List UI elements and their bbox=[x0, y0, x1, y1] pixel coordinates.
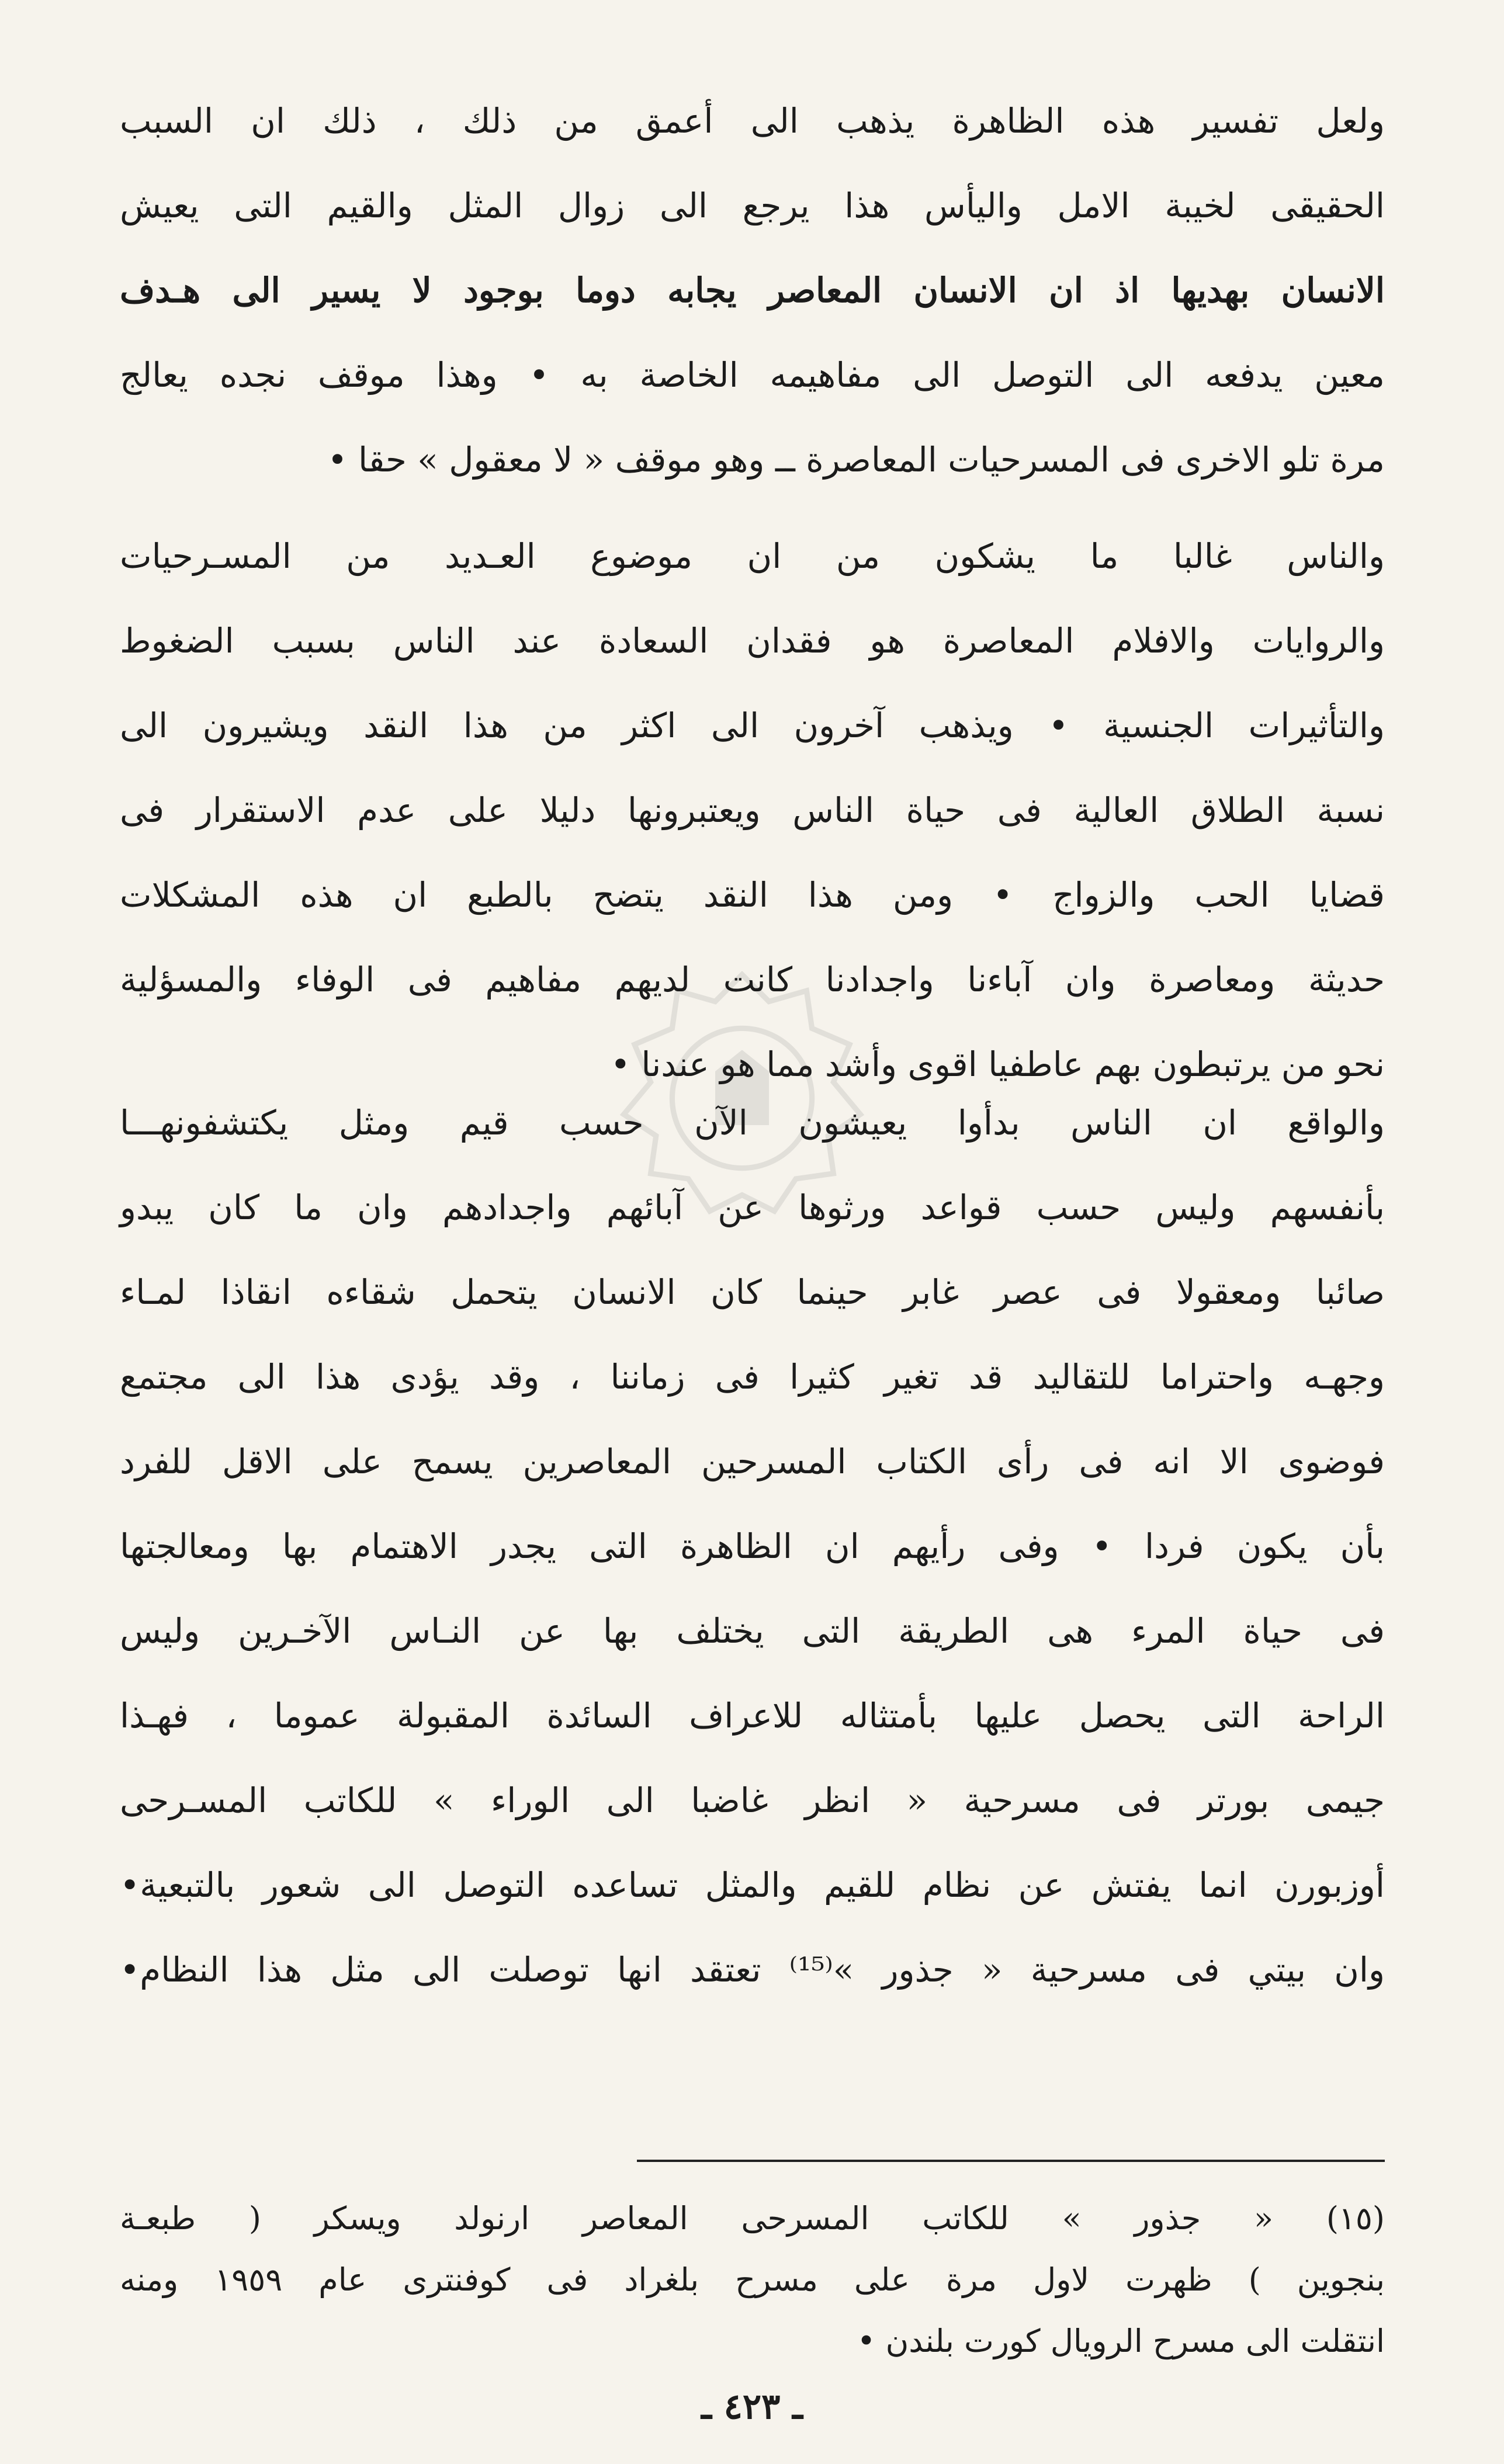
text-line: وان بيتي فى مسرحية « جذور »⁽¹⁵⁾ تعتقد انها توصلت الى مثل هذا النظام• bbox=[120, 1950, 1385, 1990]
text-line: نحو من يرتبطون بهم عاطفيا اقوى وأشد مما هو عندنا • bbox=[610, 1044, 1385, 1084]
text-line: والواقع ان الناس بدأوا يعيشون الآن حسب قيم ومثل يكتشفونهـــا bbox=[120, 1103, 1385, 1143]
text-line: الانسان بهديها اذ ان الانسان المعاصر يجابه دوما بوجود لا يسير الى هـدف bbox=[120, 270, 1385, 310]
text-line: حديثة ومعاصرة وان آباءنا واجدادنا كانت لديهم مفاهيم فى الوفاء والمسؤلية bbox=[120, 960, 1385, 1000]
text-line: الحقيقى لخيبة الامل واليأس هذا يرجع الى زوال المثل والقيم التى يعيش bbox=[120, 186, 1385, 225]
text-line: ولعل تفسير هذه الظاهرة يذهب الى أعمق من ذلك ، ذلك ان السبب bbox=[120, 101, 1385, 141]
paragraph-1 bbox=[120, 79, 1385, 502]
text-line: وجهـه واحتراما للتقاليد قد تغير كثيرا فى زماننا ، وقد يؤدى هذا الى مجتمع bbox=[120, 1357, 1385, 1397]
paragraph-3 bbox=[120, 1081, 1385, 2012]
text-line: بأنفسهم وليس حسب قواعد ورثوها عن آبائهم واجدادهم وان ما كان يبدو bbox=[120, 1188, 1385, 1227]
footnote-line: انتقلت الى مسرح الرويال كورت بلندن • bbox=[857, 2323, 1385, 2359]
text-line: صائبا ومعقولا فى عصر غابر حينما كان الانسان يتحمل شقاءه انقاذا لمـاء bbox=[120, 1272, 1385, 1312]
text-line: فوضوى الا انه فى رأى الكتاب المسرحين المعاصرين يسمح على الاقل للفرد bbox=[120, 1442, 1385, 1481]
text-line: بأن يكون فردا • وفى رأيهم ان الظاهرة التى يجدر الاهتمام بها ومعالجتها bbox=[120, 1526, 1385, 1566]
text-line: والتأثيرات الجنسية • ويذهب آخرون الى اكثر من هذا النقد ويشيرون الى bbox=[120, 706, 1385, 745]
text-line: جيمى بورتر فى مسرحية « انظر غاضبا الى الوراء » للكاتب المسـرحى bbox=[120, 1781, 1385, 1820]
text-line: أوزبورن انما يفتش عن نظام للقيم والمثل تساعده التوصل الى شعور بالتبعية• bbox=[120, 1865, 1385, 1905]
text-line: والروايات والافلام المعاصرة هو فقدان السعادة عند الناس بسبب الضغوط bbox=[120, 621, 1385, 661]
text-line: فى حياة المرء هى الطريقة التى يختلف بها عن النـاس الآخـرين وليس bbox=[120, 1611, 1385, 1651]
page-number: ـ ٤٢٣ ـ bbox=[701, 2386, 803, 2427]
text-line: نسبة الطلاق العالية فى حياة الناس ويعتبرونها دليلا على عدم الاستقرار فى bbox=[120, 790, 1385, 830]
text-line: الراحة التى يحصل عليها بأمتثاله للاعراف السائدة المقبولة عموما ، فهـذا bbox=[120, 1696, 1385, 1736]
text-line: والناس غالبا ما يشكون من ان موضوع العـديد من المسـرحيات bbox=[120, 536, 1385, 576]
footnote bbox=[120, 2188, 1385, 2372]
paragraph-2 bbox=[120, 514, 1385, 1107]
footnote-line: (١٥) « جذور » للكاتب المسرحى المعاصر ارنولد ويسكر ( طبعـة bbox=[120, 2200, 1385, 2237]
footnote-line: بنجوين ) ظهرت لاول مرة على مسرح بلغراد فى كوفنترى عام ١٩٥٩ ومنه bbox=[120, 2261, 1385, 2298]
text-line: مرة تلو الاخرى فى المسرحيات المعاصرة ــ وهو موقف « لا معقول » حقا • bbox=[327, 440, 1385, 480]
footnote-divider bbox=[637, 2160, 1385, 2162]
text-line: قضايا الحب والزواج • ومن هذا النقد يتضح بالطبع ان هذه المشكلات bbox=[120, 875, 1385, 915]
text-line: معين يدفعه الى التوصل الى مفاهيمه الخاصة به • وهذا موقف نجده يعالج bbox=[120, 355, 1385, 395]
